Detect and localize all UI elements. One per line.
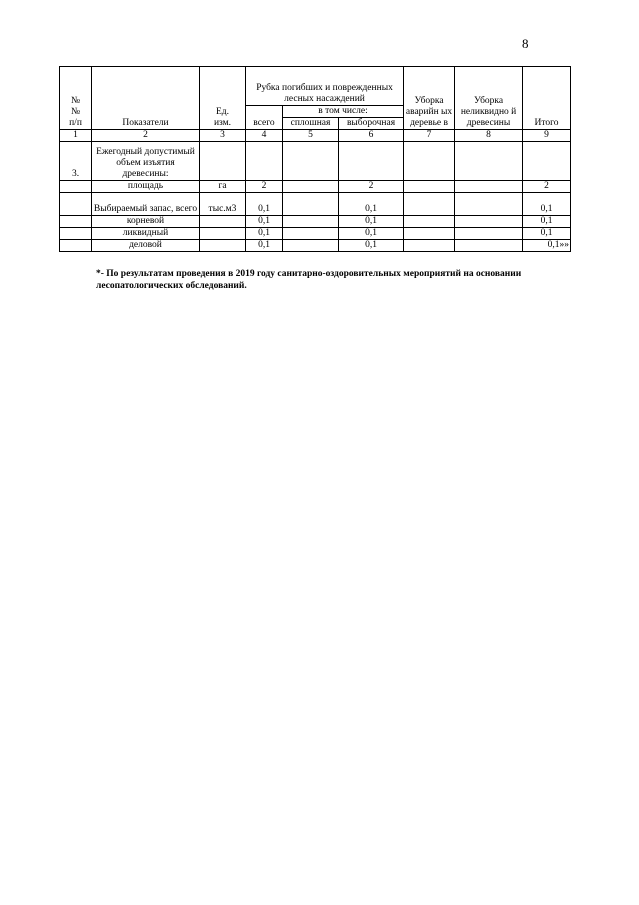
row-clear	[283, 193, 339, 216]
row-emergency	[404, 142, 455, 181]
row-number	[60, 193, 92, 216]
row-total: 0,1	[246, 240, 283, 252]
row-indicator: ликвидный	[92, 228, 200, 240]
row-clear	[283, 216, 339, 228]
row-clear	[283, 142, 339, 181]
header-row-number: № № п/п	[60, 67, 92, 130]
row-unit	[200, 228, 246, 240]
row-selective: 0,1	[339, 240, 404, 252]
footnote: *- По результатам проведения в 2019 году санитарно-оздоровительных мероприятий на основании лесопатологических обследований.	[96, 269, 522, 291]
column-number: 8	[455, 130, 523, 142]
row-illiquid	[455, 142, 523, 181]
header-felling-total: всего	[246, 106, 283, 130]
row-emergency	[404, 228, 455, 240]
header-grand-total: Итого	[523, 67, 571, 130]
row-emergency	[404, 181, 455, 193]
header-selective-felling: выборочная	[339, 118, 404, 130]
row-unit: га	[200, 181, 246, 193]
row-total: 0,1	[246, 193, 283, 216]
row-illiquid	[455, 216, 523, 228]
forestry-indicators-table	[59, 66, 571, 252]
row-number: 3.	[60, 142, 92, 181]
header-indicators: Показатели	[92, 67, 200, 130]
row-unit: тыс.м3	[200, 193, 246, 216]
row-selective: 0,1	[339, 193, 404, 216]
row-selective	[339, 142, 404, 181]
header-felling: Рубка погибших и поврежденных лесных насаждений	[246, 67, 404, 106]
table-row	[60, 228, 571, 240]
header-clear-felling: сплошная	[283, 118, 339, 130]
row-unit	[200, 240, 246, 252]
table-row	[60, 181, 571, 193]
column-number: 1	[60, 130, 92, 142]
row-total: 0,1	[246, 216, 283, 228]
row-number	[60, 216, 92, 228]
row-number	[60, 240, 92, 252]
row-total	[246, 142, 283, 181]
column-number: 6	[339, 130, 404, 142]
column-number: 7	[404, 130, 455, 142]
row-clear	[283, 181, 339, 193]
header-unit: Ед. изм.	[200, 67, 246, 130]
row-grand-total	[523, 142, 571, 181]
column-number: 4	[246, 130, 283, 142]
row-grand-total: 0,1	[523, 193, 571, 216]
row-number	[60, 181, 92, 193]
row-grand-total: 2	[523, 181, 571, 193]
row-clear	[283, 240, 339, 252]
row-indicator: Ежегодный допустимый объем изъятия древесины:	[92, 142, 200, 181]
row-number	[60, 228, 92, 240]
page-number: 8	[522, 36, 529, 51]
table-row	[60, 240, 571, 252]
row-illiquid	[455, 240, 523, 252]
row-grand-total: 0,1	[523, 228, 571, 240]
row-indicator: корневой	[92, 216, 200, 228]
table-row	[60, 142, 571, 181]
column-number: 5	[283, 130, 339, 142]
row-emergency	[404, 216, 455, 228]
header-including: в том числе:	[283, 106, 404, 118]
header-illiquid-cleanup: Уборка неликвидно й древесины	[455, 67, 523, 130]
header-row-1	[60, 67, 571, 106]
row-emergency	[404, 240, 455, 252]
row-illiquid	[455, 181, 523, 193]
table-row	[60, 193, 571, 216]
row-grand-total: 0,1	[523, 216, 571, 228]
row-unit	[200, 142, 246, 181]
row-unit	[200, 216, 246, 228]
row-emergency	[404, 193, 455, 216]
row-indicator: деловой	[92, 240, 200, 252]
row-illiquid	[455, 228, 523, 240]
row-grand-total: 0,1»»	[523, 240, 571, 252]
row-selective: 2	[339, 181, 404, 193]
row-total: 0,1	[246, 228, 283, 240]
row-selective: 0,1	[339, 216, 404, 228]
row-illiquid	[455, 193, 523, 216]
row-indicator: Выбираемый запас, всего	[92, 193, 200, 216]
row-indicator: площадь	[92, 181, 200, 193]
table-row	[60, 216, 571, 228]
column-number: 9	[523, 130, 571, 142]
column-number: 2	[92, 130, 200, 142]
row-selective: 0,1	[339, 228, 404, 240]
row-clear	[283, 228, 339, 240]
column-numbers-row	[60, 130, 571, 142]
row-total: 2	[246, 181, 283, 193]
header-emergency-cleanup: Уборка аварийн ых деревье в	[404, 67, 455, 130]
column-number: 3	[200, 130, 246, 142]
